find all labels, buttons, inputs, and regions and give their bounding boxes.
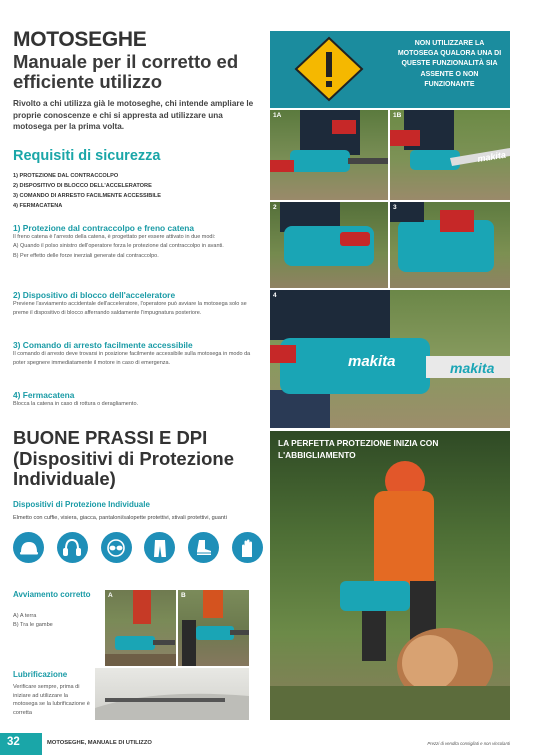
requirement-item: 2) DISPOSITIVO DI BLOCCO DELL'ACCELERATORE [13,183,152,189]
page-title: MOTOSEGHE [13,28,147,51]
section-line: B) Per effetto delle forze inerziali generate dal contraccolpo. [13,252,159,259]
makita-logo-text: makita [348,353,396,370]
safety-boot-icon [188,532,219,563]
photo-label: B [181,592,186,599]
makita-logo-text: makita [450,360,495,376]
section-title: 1) Protezione dal contraccolpo e freno catena [13,223,195,233]
intro-text: Rivolto a chi utilizza già le motoseghe, chi intende ampliare le proprie conoscenze e chi si appresta ad utilizzare una motosega per la prima volta. [13,99,254,131]
dpi-subtitle: Dispositivi di Protezione Individuale [13,500,150,509]
page-subtitle: Manuale per il corretto ed efficiente utilizzo [13,51,239,92]
photo-lubrication [95,668,249,720]
requirement-item: 3) COMANDO DI ARRESTO FACILMENTE ACCESSIBILE [13,193,162,199]
ppe-icons [13,532,263,563]
makita-logo-text: makita [476,149,507,164]
photo-4 [270,290,510,428]
lubrificazione-title: Lubrificazione [13,670,68,679]
section-text: Blocca la catena in caso di rottura o deragliamento. [13,401,139,407]
requirements-title: Requisiti di sicurezza [13,148,161,164]
avviamento-title: Avviamento corretto [13,590,91,599]
requirements-list [13,171,263,211]
photo-1b [390,110,510,200]
ear-protection-icon [57,532,88,563]
warning-sign-icon [294,36,364,102]
page-number: 32 [7,736,20,748]
warning-box [270,31,510,108]
section-text: Il comando di arresto deve trovarsi in posizione facilmente accessibile sulla motosega in modo da poter spegnere immediatamente il motore in caso di emergenza. [13,351,251,367]
section-line: Il freno catena è l'arresto della catena, è progettato per essere attivato in due modi: [13,234,216,240]
avviamento-item: B) Tra le gambe [13,622,53,628]
avviamento-list [13,612,53,630]
protective-trousers-icon [144,532,175,563]
avviamento-item: A) A terra [13,613,37,619]
dpi-heading: BUONE PRASSI E DPI (Dispositivi di Protezione Individuale) [13,427,234,489]
footer-title: MOTOSEGHE, MANUALE DI UTILIZZO [47,740,152,746]
section-title: 4) Fermacatena [13,390,75,400]
requirement-item: 1) PROTEZIONE DAL CONTRACCOLPO [13,173,119,179]
photo-2 [270,202,388,288]
section-title: 3) Comando di arresto facilmente accessibile [13,340,193,350]
photo-protective-gear [270,431,510,720]
dpi-text: Elmetto con cuffie, visiera, giacca, pantaloni/salopette protettivi, stivali protettivi, guanti [13,515,227,521]
photo-label: 2 [273,204,277,211]
goggles-icon [101,532,132,563]
helmet-icon [13,532,44,563]
footer-note: Prezzi di vendita consigliati e non vincolanti [427,741,510,746]
photo-label: A [108,592,113,599]
requirement-item: 4) FERMACATENA [13,203,63,209]
photo-start-legs [178,590,249,666]
section-text [13,233,263,261]
photo-label: 1A [273,112,282,119]
lubrificazione-text: Verificare sempre, prima di iniziare ad utilizzare la motosega se la lubrificazione è corretta [13,684,90,717]
section-text: Previene l'avviamento accidentale dell'acceleratore, l'operatore può avviare la motosega solo se preme il dispositivo di blocco afferrando saldamente l'impugnatura posteriore. [13,301,247,317]
photo-1a [270,110,388,200]
glove-icon [232,532,263,563]
photo-label: 1B [393,112,402,119]
photo-start-ground [105,590,176,666]
section-title: 2) Dispositivo di blocco dell'acceleratore [13,290,176,300]
photo-label: 4 [273,292,277,299]
photo-label: 3 [393,204,397,211]
warning-text: NON UTILIZZARE LA MOTOSEGA QUALORA UNA DI QUESTE FUNZIONALITÀ SIA ASSENTE O NON FUNZIONANTE [397,40,502,88]
photo-3 [390,202,510,288]
gear-banner-title: LA PERFETTA PROTEZIONE INIZIA CON L'ABBIGLIAMENTO [278,438,439,460]
section-line: A) Quando il polso sinistro dell'operatore forza le protezione dal contraccolpo in avanti. [13,243,224,250]
